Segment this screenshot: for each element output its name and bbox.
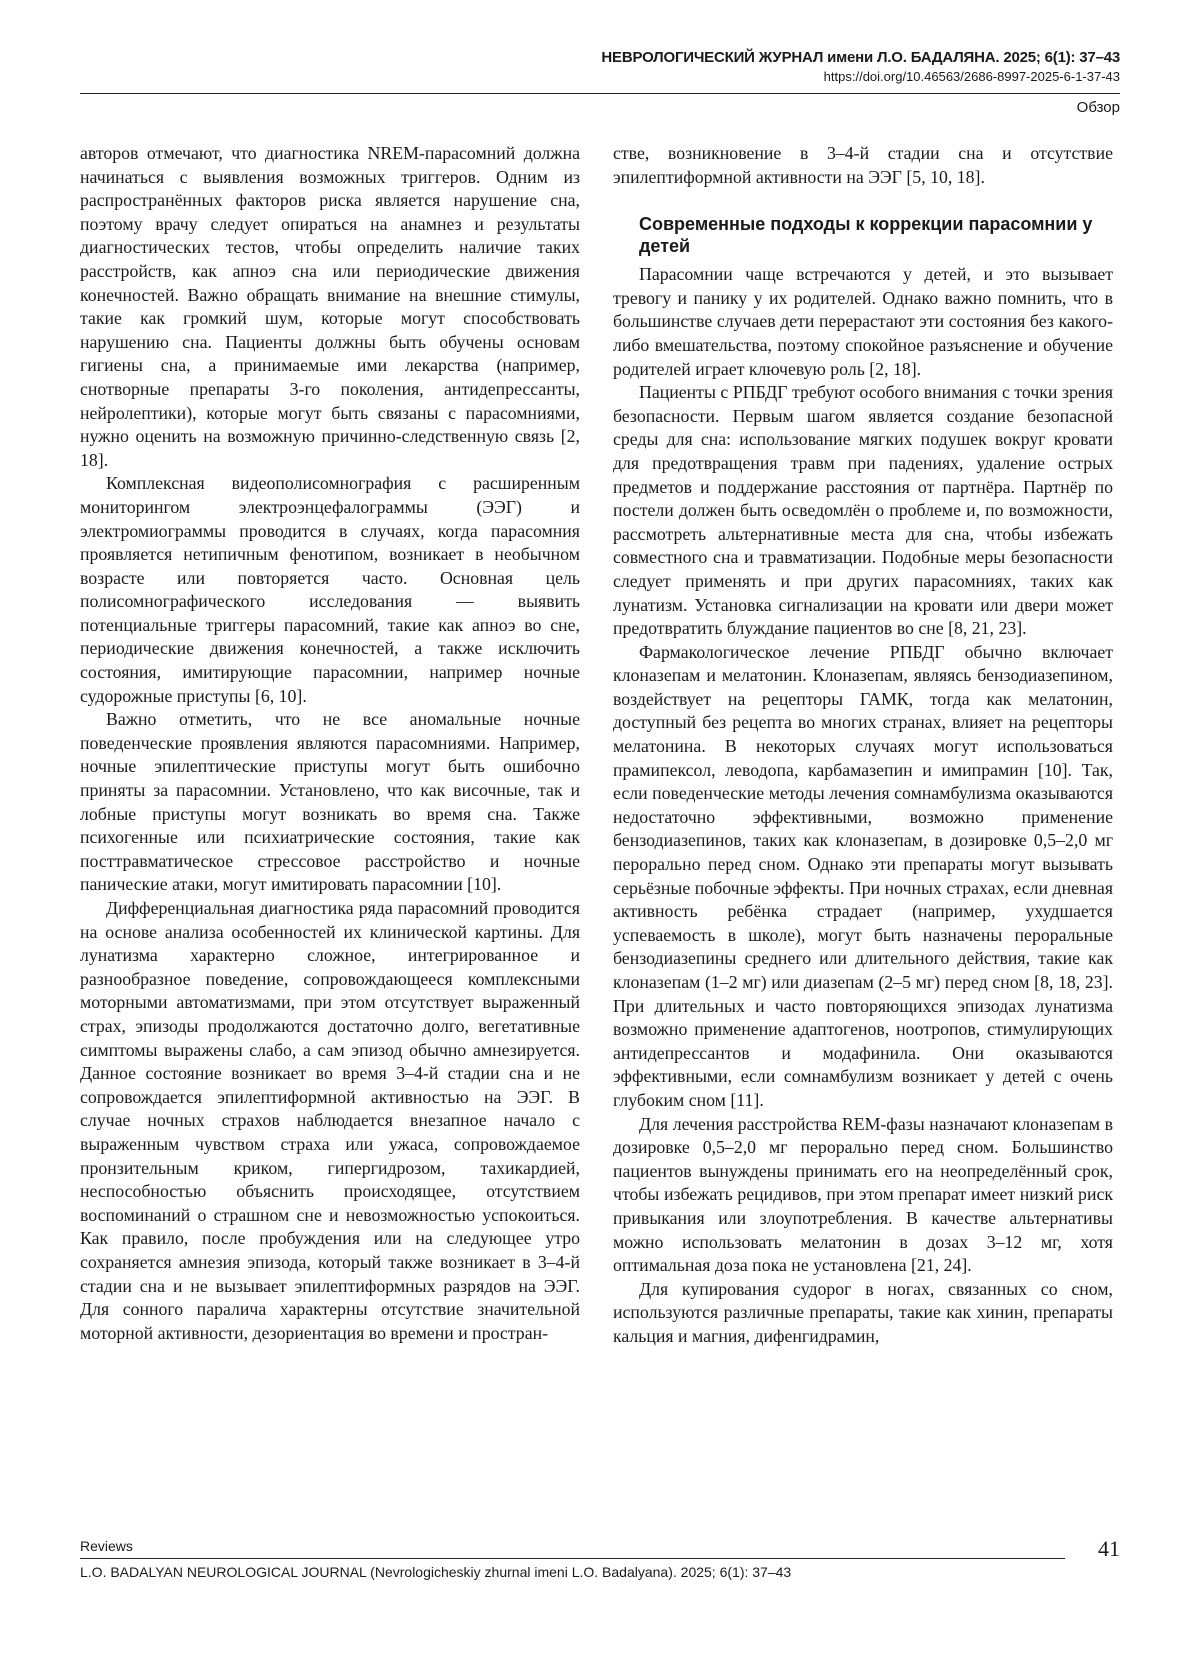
- page-number: 41: [1098, 1536, 1120, 1561]
- header-rule: [80, 93, 1120, 94]
- paragraph: Пациенты с РПБДГ требуют особого внимания с точки зрения безопасности. Первым шагом является создание безопасной среды для сна: использование мягких подушек вокруг кровати для предотвращения травм при падениях, удаление острых предметов и поддержание расстояния от партнёра. Партнёр по постели должен быть осведомлён о проблеме и, по возможности, рассмотреть альтернативные места для сна, чтобы избежать совместного сна и травматизации. Подобные меры безопасности следует применять и при других парасомниях, таких как лунатизм. Установка сигнализации на кровати или двери может предотвратить блуждание пациентов во сне [8, 21, 23].: [613, 382, 1113, 639]
- paragraph: Фармакологическое лечение РПБДГ обычно включает клоназепам и мелатонин. Клоназепам, являясь бензодиазепином, воздействует на рецепторы ГАМК, тогда как мелатонин, доступный без рецепта во многих странах, влияет на рецепторы мелатонина. В некоторых случаях могут использоваться прамипексол, леводопа, карбамазепин и имипрамин [10]. Так, если поведенческие методы лечения сомнамбулизма оказываются недостаточно эффективными, возможно применение бензодиазепинов, таких как клоназепам, в дозировке 0,5–2,0 мг перорально перед сном. Однако эти препараты могут вызывать серьёзные побочные эффекты. При ночных страхах, если дневная активность ребёнка страдает (например, ухудшается успеваемость в школе), могут быть назначены пероральные бензодиазепины среднего или длительного действия, такие как клоназепам (1–2 мг) или диазепам (2–5 мг) перед сном [8, 18, 23]. При длительных и часто повторяющихся эпизодах лунатизма возможно применение адаптогенов, ноотропов, стимулирующих антидепрессантов и модафинила. Они оказываются эффективными, если сомнамбулизм возникает у детей с очень глубоким сном [11].: [613, 641, 1113, 1110]
- footer-citation: L.O. BADALYAN NEUROLOGICAL JOURNAL (Nevrologicheskiy zhurnal imeni L.O. Badalyana). 2025; 6(1): 37–43: [80, 1564, 792, 1580]
- running-header: [80, 48, 1120, 86]
- journal-title: НЕВРОЛОГИЧЕСКИЙ ЖУРНАЛ имени Л.О. БАДАЛЯНА. 2025; 6(1): 37–43: [601, 49, 1120, 66]
- paragraph: Парасомнии чаще встречаются у детей, и это вызывает тревогу и панику у их родителей. Однако важно помнить, что в большинстве случаев дети перерастают эти состояния без какого-либо вмешательства, поэтому спокойное разъяснение и обучение родителей играет ключевую роль [2, 18].: [613, 264, 1113, 379]
- section-heading: Современные подходы к коррекции парасомнии у детей: [639, 214, 1093, 257]
- footer-section-label: Reviews: [80, 1538, 133, 1554]
- paragraph: Дифференциальная диагностика ряда парасомний проводится на основе анализа особенностей их клинической картины. Для лунатизма характерно сложное, интегрированное и разнообразное поведение, сопровождающееся комплексными моторными автоматизмами, при этом отсутствует выраженный страх, эпизоды продолжаются достаточно долго, вегетативные симптомы выражены слабо, а сам эпизод обычно амнезируется. Данное состояние возникает во время 3–4-й стадии сна и не сопровождается эпилептиформной активностью на ЭЭГ. В случае ночных страхов наблюдается внезапное начало с выраженным чувством страха или ужаса, сопровождаемое пронзительным криком, гипергидрозом, тахикардией, неспособностью объяснить происходящее, отсутствием воспоминаний о страшном сне и невозможностью успокоиться. Как правило, после пробуждения или на следующее утро сохраняется амнезия эпизода, который также возникает в 3–4-й стадии сна и не вызывает эпилептиформных разрядов на ЭЭГ. Для сонного паралича характерны отсутствие значительной моторной активности, дезориентация во времени и простран-: [80, 898, 580, 1343]
- doi-link[interactable]: https://doi.org/10.46563/2686-8997-2025-6-1-37-43: [823, 69, 1120, 84]
- paragraph: Для лечения расстройства REM-фазы назначают клоназепам в дозировке 0,5–2,0 мг перорально перед сном. Большинство пациентов вынуждены принимать его на неопределённый срок, чтобы избежать рецидивов, при этом препарат имеет низкий риск привыкания или злоупотребления. В качестве альтернативы можно использовать мелатонин в дозах 3–12 мг, хотя оптимальная доза пока не установлена [21, 24].: [613, 1113, 1113, 1276]
- paragraph: авторов отмечают, что диагностика NREM-парасомний должна начинаться с выявления возможных триггеров. Одним из распространённых факторов риска является нарушение сна, поэтому врачу следует опираться на анамнез и результаты диагностических тестов, чтобы определить наличие таких расстройств, как апноэ сна или периодические движения конечностей. Важно обращать внимание на внешние стимулы, такие как громкий шум, которые могут способствовать нарушению сна. Пациенты должны быть обучены основам гигиены сна, а принимаемые ими лекарства (например, снотворные препараты 3-го поколения, антидепрессанты, нейролептики), которые могут быть связаны с парасомниями, нужно оценить на возможную причинно-следственную связь [2, 18].: [80, 143, 580, 470]
- paragraph: Важно отметить, что не все аномальные ночные поведенческие проявления являются парасомниями. Например, ночные эпилептические приступы могут быть ошибочно приняты за парасомнии. Установлено, что как височные, так и лобные приступы могут возникать во время сна. Также психогенные или психиатрические состояния, такие как посттравматическое стрессовое расстройство и ночные панические атаки, могут имитировать парасомнии [10].: [80, 709, 580, 895]
- footer-rule: [80, 1558, 1065, 1559]
- paragraph: Комплексная видеополисомнография с расширенным мониторингом электроэнцефалограммы (ЭЭГ) и электромиограммы проводится в случаях, когда парасомния проявляется нетипичным фенотипом, возникает в необычном возрасте или повторяется часто. Основная цель полисомнографического исследования — выявить потенциальные триггеры парасомний, такие как апноэ во сне, периодические движения конечностей, а также исключить состояния, имитирующие парасомнии, например ночные судорожные приступы [6, 10].: [80, 473, 580, 706]
- paragraph: Для купирования судорог в ногах, связанных со сном, используются различные препараты, такие как хинин, препараты кальция и магния, дифенгидрамин,: [613, 1278, 1113, 1346]
- right-column: [613, 142, 1113, 1349]
- paragraph: стве, возникновение в 3–4-й стадии сна и отсутствие эпилептиформной активности на ЭЭГ [5, 10, 18].: [613, 143, 1113, 187]
- section-label: Обзор: [1076, 99, 1120, 116]
- left-column: [80, 142, 580, 1345]
